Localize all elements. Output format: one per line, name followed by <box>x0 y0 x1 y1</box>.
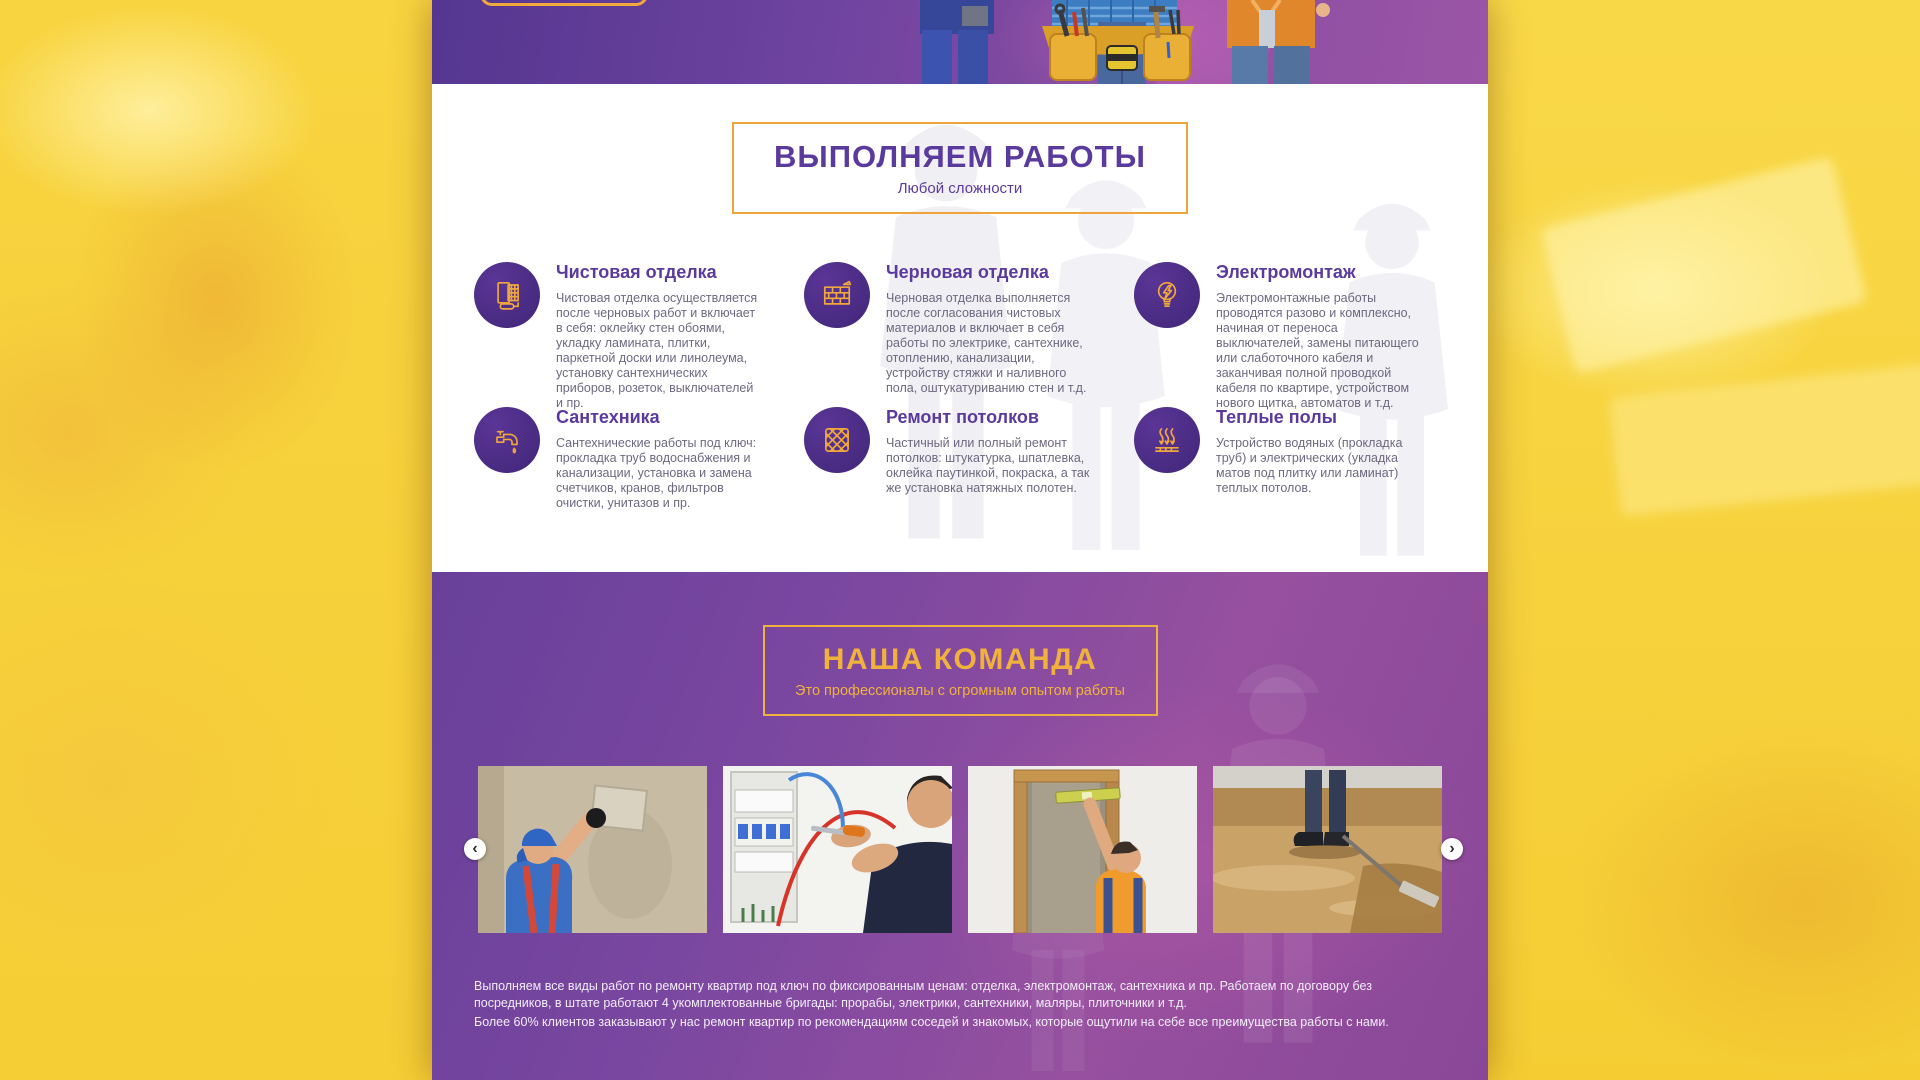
paint-smudge <box>1609 363 1920 517</box>
service-electrical <box>1134 262 1442 410</box>
faucet-icon <box>474 407 540 473</box>
service-description: Черновая отделка выполняется после согласования чистовых материалов и включает в себя работы по электрике, сантехнике, отоплению, канализации, устройству стяжки и наливного пола, оштукатуриванию стен и т.д. <box>886 291 1087 395</box>
service-description: Чистовая отделка осуществляется после черновых работ и включает в себя: оклейку стен обоями, укладку ламината, плитки, паркетной доски или линолеума, установку сантехнических приборов, розеток, выключателей и пр. <box>556 291 758 410</box>
service-description: Частичный или полный ремонт потолков: штукатурка, шпатлевка, оклейка паутинкой, покраска, а так же установка натяжных полотен. <box>886 436 1090 495</box>
works-subtitle: Любой сложности <box>897 180 1023 197</box>
page-content-column <box>432 0 1488 1080</box>
service-description: Сантехнические работы под ключ: прокладка труб водоснабжения и канализации, установка и замена счетчиков, кранов, фильтров очистки, унитазов и пр. <box>556 436 757 510</box>
floor-screed-leveling-photo <box>1213 766 1442 933</box>
carousel-prev-button[interactable] <box>464 838 486 860</box>
works-section <box>432 84 1488 572</box>
services-grid <box>474 262 1446 552</box>
carousel-next-button[interactable] <box>1441 838 1463 860</box>
paint-smudge <box>1540 156 1867 374</box>
team-paragraph-2: Более 60% клиентов заказывают у нас ремонт квартир по рекомендациям соседей и знакомых, которые ощутили на себе все преимущества работы с нами. <box>474 1015 1389 1029</box>
door-frame-installation-photo <box>968 766 1197 933</box>
chevron-right-icon: › <box>1449 840 1455 857</box>
brick-wall-icon <box>804 262 870 328</box>
team-title: НАША КОМАНДА <box>822 642 1098 676</box>
background-right-texture <box>1484 0 1920 1080</box>
service-name: Черновая отделка <box>886 262 1049 282</box>
team-title-box <box>763 625 1158 716</box>
service-plumbing <box>474 407 782 552</box>
works-title: ВЫПОЛНЯЕМ РАБОТЫ <box>774 139 1146 174</box>
chevron-left-icon: ‹ <box>472 840 478 857</box>
service-heated-floors <box>1134 407 1442 552</box>
service-name: Ремонт потолков <box>886 407 1039 427</box>
electrical-panel-wiring-photo <box>723 766 952 933</box>
service-name: Сантехника <box>556 407 660 427</box>
service-finishing <box>474 262 782 410</box>
construction-workers-toolbelt-photo <box>902 0 1339 84</box>
service-name: Электромонтаж <box>1216 262 1356 282</box>
heated-floor-icon <box>1134 407 1200 473</box>
team-subtitle: Это профессионалы с огромным опытом работы <box>795 682 1125 699</box>
works-title-box <box>732 122 1188 214</box>
service-name: Чистовая отделка <box>556 262 717 282</box>
wallpaper-roller-icon <box>474 262 540 328</box>
team-paragraph-1: Выполняем все виды работ по ремонту квартир под ключ по фиксированным ценам: отделка, электромонтаж, сантехника и пр. Работаем по договору без посредников, в штате работают 4 укомплектованные бригады: прорабы, электрики, сантехники, маляры, плиточники и т.д. <box>474 979 1372 1010</box>
service-description: Устройство водяных (прокладка труб) и электрических (укладка матов под плитку или ламинат) теплых потолов. <box>1216 436 1403 495</box>
ceiling-pattern-icon <box>804 407 870 473</box>
hero-strip <box>432 0 1488 84</box>
service-description: Электромонтажные работы проводятся разово и комплексно, начиная от переноса выключателей, замены питающего или слаботочного кабеля и заканчивая полной проводкой кабеля по квартире, устройством нового щитка, автоматов и т.д. <box>1216 291 1419 410</box>
background-left-worker-photo <box>0 0 436 1080</box>
team-description <box>474 978 1452 1033</box>
service-ceilings <box>804 407 1112 552</box>
lightbulb-bolt-icon <box>1134 262 1200 328</box>
hero-cutoff-button[interactable] <box>480 0 648 6</box>
service-name: Теплые полы <box>1216 407 1338 427</box>
team-section <box>432 572 1488 1080</box>
service-rough-finishing <box>804 262 1112 407</box>
plastering-wall-photo <box>478 766 707 933</box>
team-carousel <box>478 766 1442 933</box>
